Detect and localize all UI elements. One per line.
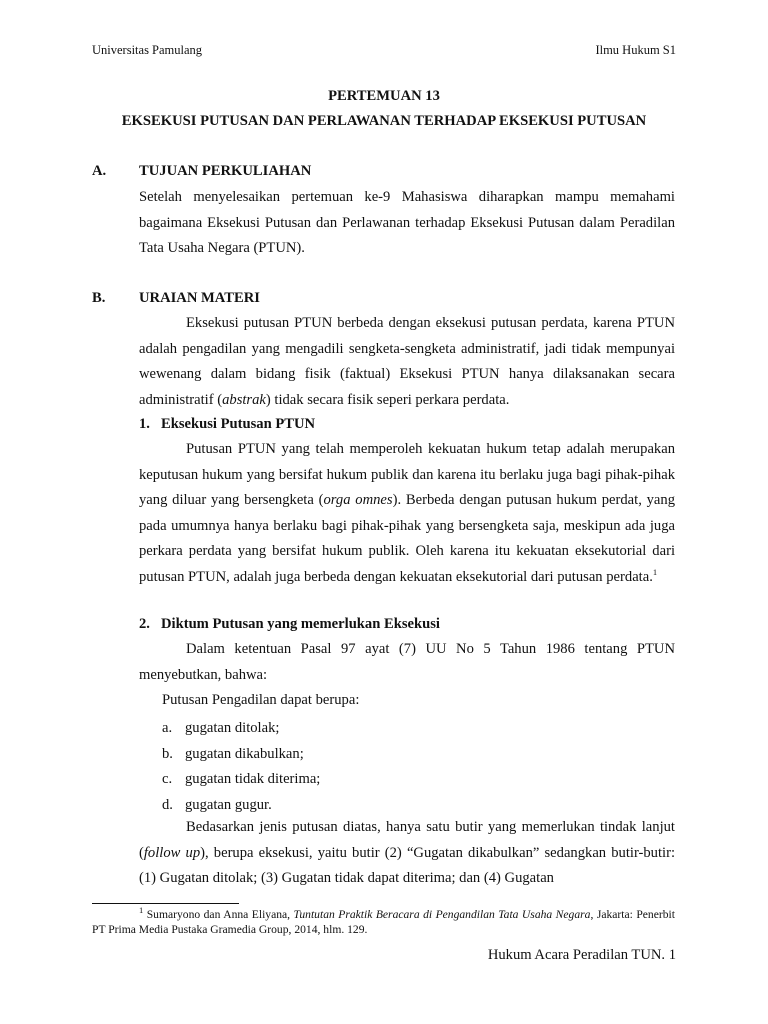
footnote-book-title: Tuntutan Praktik Beracara di Pengandilan Tata Usaha Negara bbox=[293, 908, 591, 921]
section-b-italic: abstrak bbox=[222, 391, 266, 408]
section-a-letter: A. bbox=[92, 163, 107, 179]
decision-list bbox=[162, 716, 320, 818]
decision-list-intro: Putusan Pengadilan dapat berupa: bbox=[162, 692, 360, 708]
list-item bbox=[162, 716, 320, 742]
footnote bbox=[92, 907, 675, 937]
page-header bbox=[92, 43, 676, 59]
footnote-text-1: Sumaryono dan Anna Eliyana, bbox=[143, 908, 294, 921]
list-item-text: gugatan dikabulkan; bbox=[185, 745, 304, 762]
closing-text-2: ), berupa eksekusi, yaitu butir (2) “Gugatan dikabulkan” sedangkan butir-butir: (1) Gugatan ditolak; (3) Gugatan tidak dapat diterima; dan (4) Gugatan bbox=[139, 844, 675, 886]
list-item-text: gugatan ditolak; bbox=[185, 720, 280, 736]
closing-text-1: Bedasarkan jenis putusan diatas, hanya satu butir yang memerlukan tindak lanjut ( bbox=[139, 819, 675, 861]
closing-italic: follow up bbox=[143, 844, 201, 861]
list-item-marker: a. bbox=[162, 720, 173, 736]
section-b-heading bbox=[92, 289, 260, 307]
header-program: Ilmu Hukum S1 bbox=[595, 43, 676, 57]
subsection-1-italic: orga omnes bbox=[323, 492, 393, 508]
page-title-meeting: PERTEMUAN 13 bbox=[328, 88, 440, 104]
footnote-reference[interactable]: 1 bbox=[652, 566, 658, 577]
list-item bbox=[162, 767, 320, 793]
page-footer: Hukum Acara Peradilan TUN. 1 bbox=[487, 947, 676, 963]
subsection-2-paragraph: Dalam ketentuan Pasal 97 ayat (7) UU No 5 Tahun 1986 tentang PTUN menyebutkan, bahwa: bbox=[139, 641, 675, 683]
subsection-2-number: 2. bbox=[139, 616, 150, 632]
subsection-1-text-2: ). Berbeda dengan putusan hukum perdat, yang pada umumnya hanya berlaku bagi pihak-pihak yang bersengketa saja, meskipun ada juga perkara perdata yang bersifat hukum publik. Oleh karena itu kekuatan eksekutorial dari putusan PTUN, adalah juga berbeda dengan kekuatan eksekutorial dari putusan perdata. bbox=[139, 492, 675, 585]
section-b-paragraph bbox=[139, 311, 675, 413]
list-item-marker: d. bbox=[162, 796, 173, 813]
page-title-topic: EKSEKUSI PUTUSAN DAN PERLAWANAN TERHADAP EKSEKUSI PUTUSAN bbox=[121, 113, 647, 129]
section-a-paragraph: Setelah menyelesaikan pertemuan ke-9 Mahasiswa diharapkan mampu memahami bagaimana Eksekusi Putusan dan Perlawanan terhadap Eksekusi Putusan dalam Peradilan Tata Usaha Negara (PTUN). bbox=[139, 189, 675, 256]
subsection-1-title: Eksekusi Putusan PTUN bbox=[161, 416, 316, 432]
section-b-letter: B. bbox=[92, 290, 106, 306]
list-item-text: gugatan tidak diterima; bbox=[185, 771, 321, 787]
subsection-2-closing-paragraph bbox=[139, 815, 675, 892]
subsection-1-text-1: Putusan PTUN yang telah memperoleh kekuatan hukum tetap adalah merupakan keputusan hukum yang bersifat hukum publik dan karena itu berlaku juga bagi pihak-pihak yang diluar yang bersengketa ( bbox=[139, 441, 675, 508]
section-b-text-1: Eksekusi putusan PTUN berbeda dengan eksekusi putusan perdata, karena PTUN adalah pengadilan yang mengadili sengketa-sengketa administratif, jadi tidak mempunyai wewenang dalam bidang fisik (faktual) Eksekusi PTUN hanya dilaksanakan secara administratif ( bbox=[139, 315, 675, 408]
subsection-1-paragraph bbox=[139, 437, 675, 590]
section-b-title: URAIAN MATERI bbox=[139, 290, 260, 306]
subsection-2-title: Diktum Putusan yang memerlukan Eksekusi bbox=[161, 616, 440, 632]
subsection-1-heading bbox=[139, 415, 315, 433]
footnote-number: 1 bbox=[139, 905, 144, 916]
list-item-marker: c. bbox=[162, 771, 173, 787]
subsection-1-number: 1. bbox=[139, 416, 150, 432]
section-b-text-2: ) tidak secara fisik seperi perkara perdata. bbox=[265, 391, 510, 408]
list-item-text: gugatan gugur. bbox=[185, 796, 272, 813]
header-institution: Universitas Pamulang bbox=[92, 43, 203, 57]
footnote-text-2: , Jakarta: Penerbit PT Prima Media Pustaka Gramedia Group, 2014, hlm. 129. bbox=[92, 908, 675, 936]
list-item-marker: b. bbox=[162, 745, 173, 762]
section-a-title: TUJUAN PERKULIAHAN bbox=[139, 163, 312, 179]
list-item bbox=[162, 742, 320, 768]
footnote-separator bbox=[92, 903, 239, 904]
subsection-2-heading bbox=[139, 615, 440, 633]
section-a-heading bbox=[92, 162, 311, 180]
